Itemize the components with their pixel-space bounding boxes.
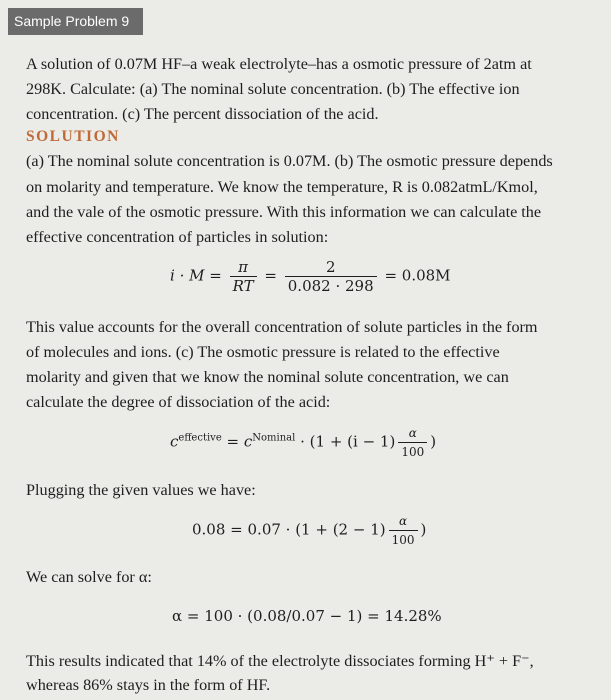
- section-header: Sample Problem 9: [8, 8, 143, 35]
- eq1-rhs: = 0.08M: [384, 266, 451, 285]
- problem-line-2: 298K. Calculate: (a) The nominal solute concentration. (b) The effective ion: [26, 80, 520, 98]
- para2-line-2: of molecules and ions. (c) The osmotic pressure is related to the effective: [26, 343, 500, 361]
- plugging-text: Plugging the given values we have:: [26, 481, 256, 499]
- equation-osmotic: [170, 258, 451, 295]
- eq2-c1: c: [170, 432, 179, 451]
- eq3-fraction: [389, 512, 418, 549]
- eq3-lhs: 0.08 = 0.07 · (1 + (2 − 1): [192, 520, 386, 539]
- eq2-close: ): [430, 432, 437, 451]
- eq2-f-num: α: [398, 424, 427, 443]
- eq2-fraction: [398, 424, 427, 461]
- eq3-f-num: α: [389, 512, 418, 531]
- equation-plugged: [192, 512, 426, 549]
- para2-line-3: molarity and given that we know the nominal solute concentration, we can: [26, 368, 509, 386]
- para1-line-4: effective concentration of particles in solution:: [26, 228, 329, 246]
- para2-line-1: This value accounts for the overall concentration of solute particles in the form: [26, 318, 538, 336]
- solve-for-text: We can solve for α:: [26, 568, 152, 586]
- solution-label: SOLUTION: [26, 128, 120, 145]
- eq1-fraction-1: [230, 258, 257, 295]
- eq1-f2-num: 2: [285, 258, 377, 277]
- eq1-f1-den: RT: [232, 277, 254, 295]
- para2-line-4: calculate the degree of dissociation of the acid:: [26, 393, 331, 411]
- eq1-fraction-2: [285, 258, 377, 295]
- eq2-f-den: 100: [401, 445, 425, 459]
- eq2-c1-sup: effective: [178, 432, 222, 444]
- eq1-f2-den: 0.082 · 298: [287, 277, 374, 295]
- eq2-rest: · (1 + (i − 1): [300, 432, 396, 451]
- eq3-f-den: 100: [391, 533, 415, 547]
- eq2-c2-sup: Nominal: [252, 432, 296, 444]
- equation-dissociation: [170, 424, 436, 461]
- eq1-lhs: i · M =: [170, 266, 222, 285]
- eq2-c2: c: [243, 432, 253, 451]
- problem-line-1: A solution of 0.07M HF–a weak electrolyte–has a osmotic pressure of 2atm at: [26, 55, 532, 73]
- problem-line-3: concentration. (c) The percent dissociation of the acid.: [26, 105, 379, 123]
- para1-line-1: (a) The nominal solute concentration is 0.07M. (b) The osmotic pressure depends: [26, 152, 553, 170]
- para1-line-2: on molarity and temperature. We know the temperature, R is 0.082atmL/Kmol,: [26, 178, 538, 196]
- para1-line-3: and the vale of the osmotic pressure. With this information we can calculate the: [26, 203, 542, 221]
- equation-alpha: α = 100 · (0.08/0.07 − 1) = 14.28%: [172, 607, 442, 625]
- conclusion-line-1: This results indicated that 14% of the electrolyte dissociates forming H⁺ + F⁻,: [26, 652, 534, 670]
- eq2-equals: =: [226, 432, 240, 451]
- eq1-equals: =: [264, 266, 277, 285]
- eq3-close: ): [420, 520, 427, 539]
- eq1-f1-num: π: [230, 258, 257, 277]
- conclusion-line-2: whereas 86% stays in the form of HF.: [26, 676, 271, 694]
